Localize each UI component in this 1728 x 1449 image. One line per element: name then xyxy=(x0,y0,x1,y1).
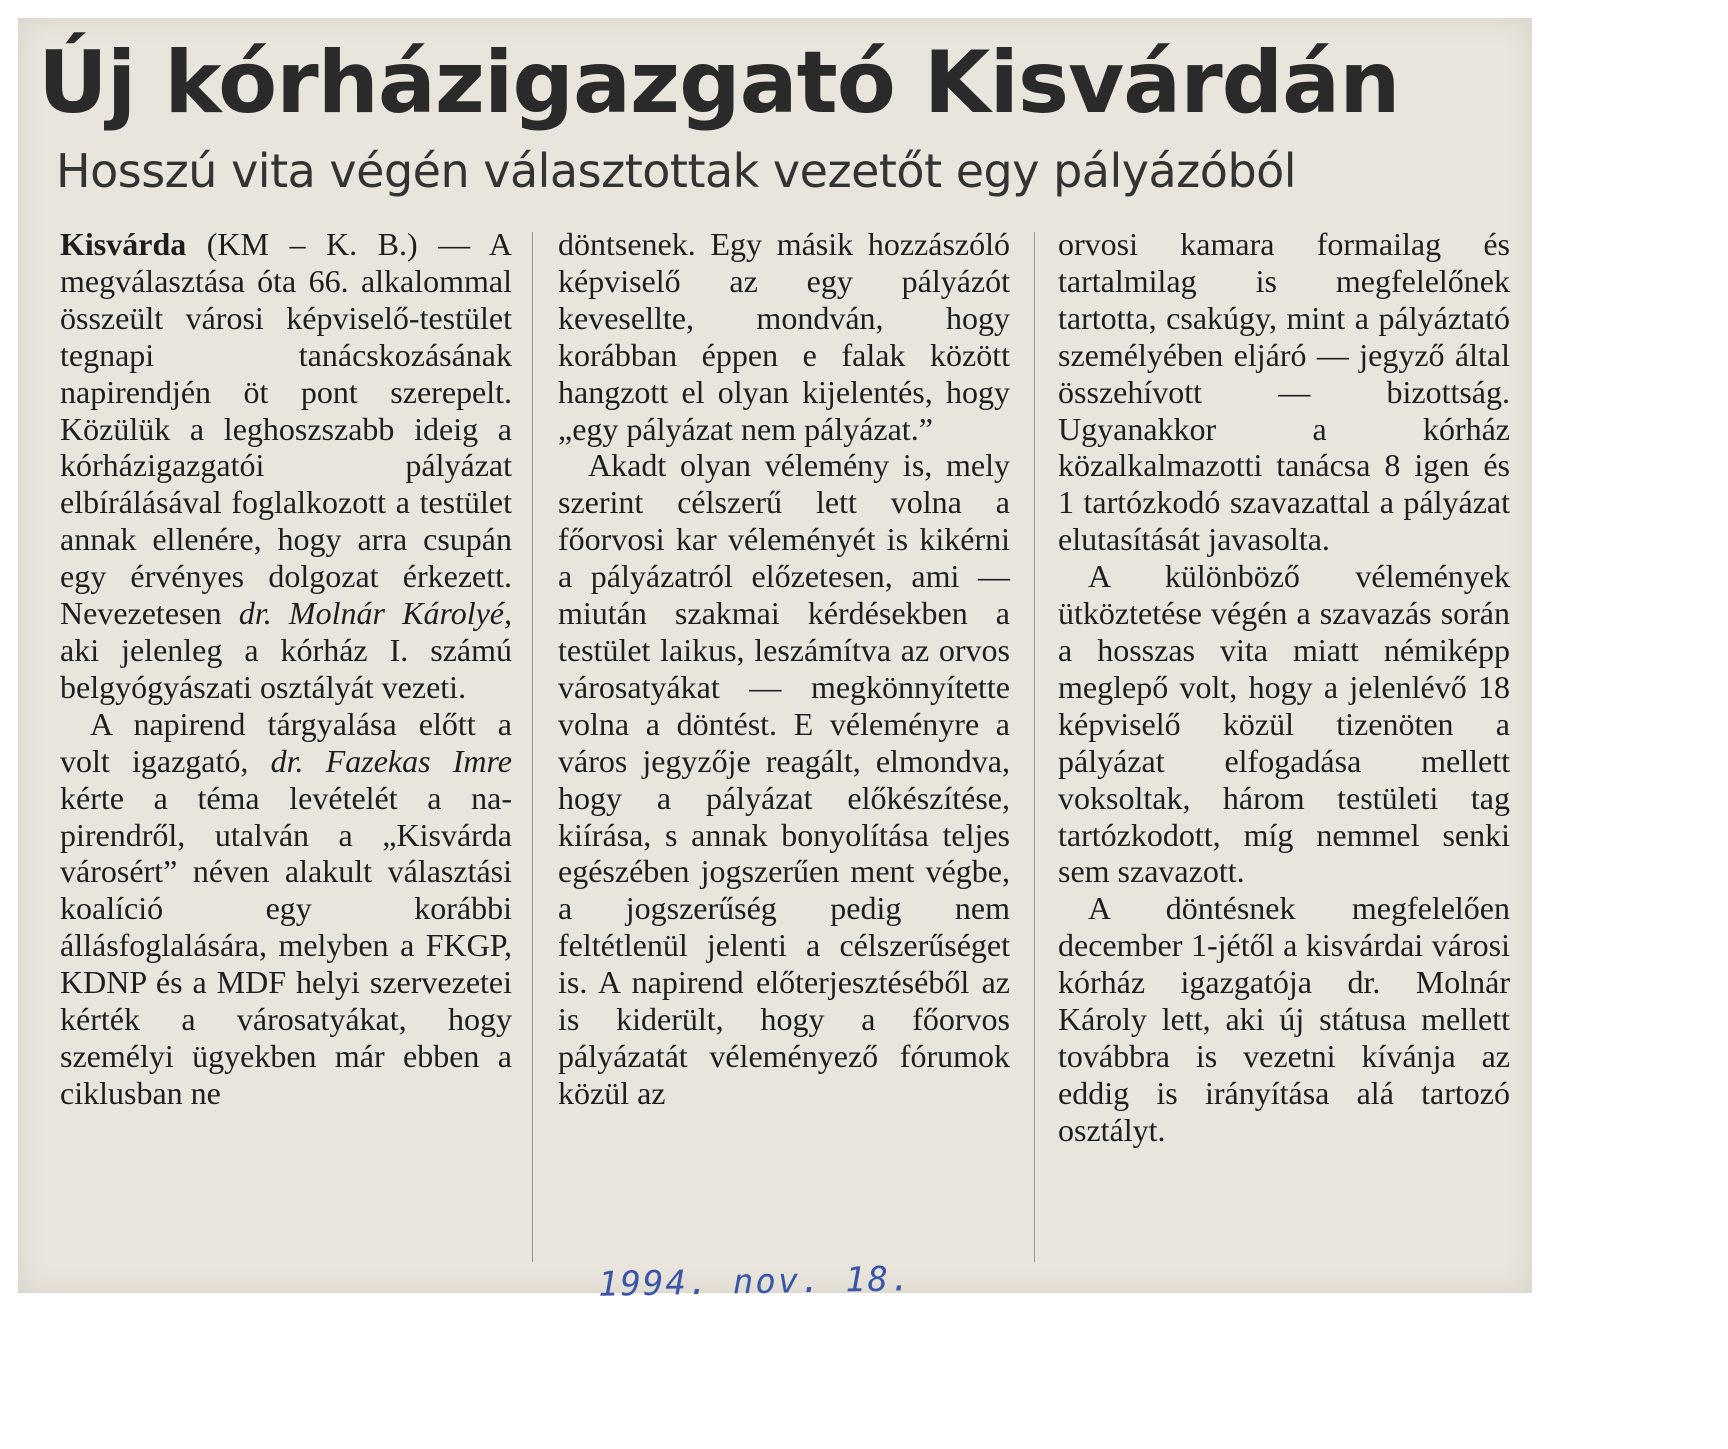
paragraph: A különböző vélemények ütköztetése végén a szavazás során a hosszas vita miatt némiképp meglepő volt, hogy a jelenlévő 18 képviselő közül tizenöten a pályázat elfogadása mellett voksoltak, három testületi tag tartózkodott, míg nemmel senki sem szavazott. xyxy=(1058,558,1510,890)
paragraph: orvosi kamara formailag és tartalmilag is megfelelőnek tartotta, csakúgy, mint a pályáztató személyében eljáró — jegyző által összehívott — bizottság. Ugyanakkor a kórház közalkalmazotti tanácsa 8 igen és 1 tartózkodó szavazattal a pályázat elutasítását javasolta. xyxy=(1058,226,1510,558)
paragraph: Akadt olyan vélemény is, mely szerint célszerű lett volna a főorvosi kar véleményét is kikérni a pályázatról előzetesen, ami — miután szakmai kérdésekben a testület laikus, leszámítva az orvos városatyákat — megkönnyítette volna a döntést. E véleményre a város jegyzője reagált, elmondva, hogy a pályázat előkészítése, kiírása, s annak bonyolítása teljes egészében jogszerűen ment végbe, a jogszerűség pedig nem feltétlenül jelenti a célszerűséget is. A napirend előterjesztéséből az is kiderült, hogy a főorvos pályázatát véleményező fórumok közül az xyxy=(558,447,1010,1111)
person-name: dr. Molnár Károlyé, xyxy=(238,595,512,632)
headline: Új kórházigazgató Kisvárdán xyxy=(38,33,1400,133)
paragraph-text: A megválasztása óta 66. alkalommal összeült városi képviselő-testület tegnapi tanácskozásának napirendjén öt pont szerepelt. Közülük a leghoszszabb ideig a kórházigazgatói pályázat elbírálásával foglalkozott a testület annak ellenére, hogy arra csupán egy érvényes dolgozat érkezett. Nevezetesen xyxy=(60,226,512,632)
paragraph xyxy=(60,706,512,1112)
article-column-1 xyxy=(60,226,512,1112)
dateline-place: Kisvárda xyxy=(60,226,187,262)
paragraph-text: kérte a téma levételét a napirendről, utalván a „Kisvárda városért” néven alakult választási koalíció egy korábbi állásfoglalására, melyben a FKGP, KDNP és a MDF helyi szervezetei kérték a városatyákat, hogy személyi ügyekben már ebben a ciklusban ne xyxy=(60,779,512,1111)
paragraph-text: A napirend tárgyalása előtt a volt igazgató, xyxy=(60,705,512,779)
column-divider xyxy=(532,232,533,1262)
paragraph: A döntésnek megfelelően december 1-jétől a kisvárdai városi kórház igazgatója dr. Molnár Károly lett, aki új státusa mellett továbbra is vezetni kívánja az eddig is irányítása alá tartozó osztályt. xyxy=(1058,890,1510,1148)
column-divider xyxy=(1034,232,1035,1262)
paragraph xyxy=(60,226,512,706)
handwritten-date: 1994. nov. 18. xyxy=(597,1259,913,1305)
paragraph-text: aki jelenleg a kórház I. számú belgyógyászati osztályát vezeti. xyxy=(60,631,512,705)
person-name: dr. Fazekas Imre xyxy=(270,742,513,779)
article-column-3 xyxy=(1058,226,1510,1149)
article-column-2 xyxy=(558,226,1010,1112)
paragraph: döntsenek. Egy másik hozzászóló képviselő az egy pályázót kevesellte, mondván, hogy korábban éppen e falak között hangzott el olyan kijelentés, hogy „egy pályázat nem pályázat.” xyxy=(558,226,1010,447)
dateline-source: (KM – K. B.) — xyxy=(186,226,489,262)
subheadline: Hosszú vita végén választottak vezetőt egy pályázóból xyxy=(56,144,1297,198)
